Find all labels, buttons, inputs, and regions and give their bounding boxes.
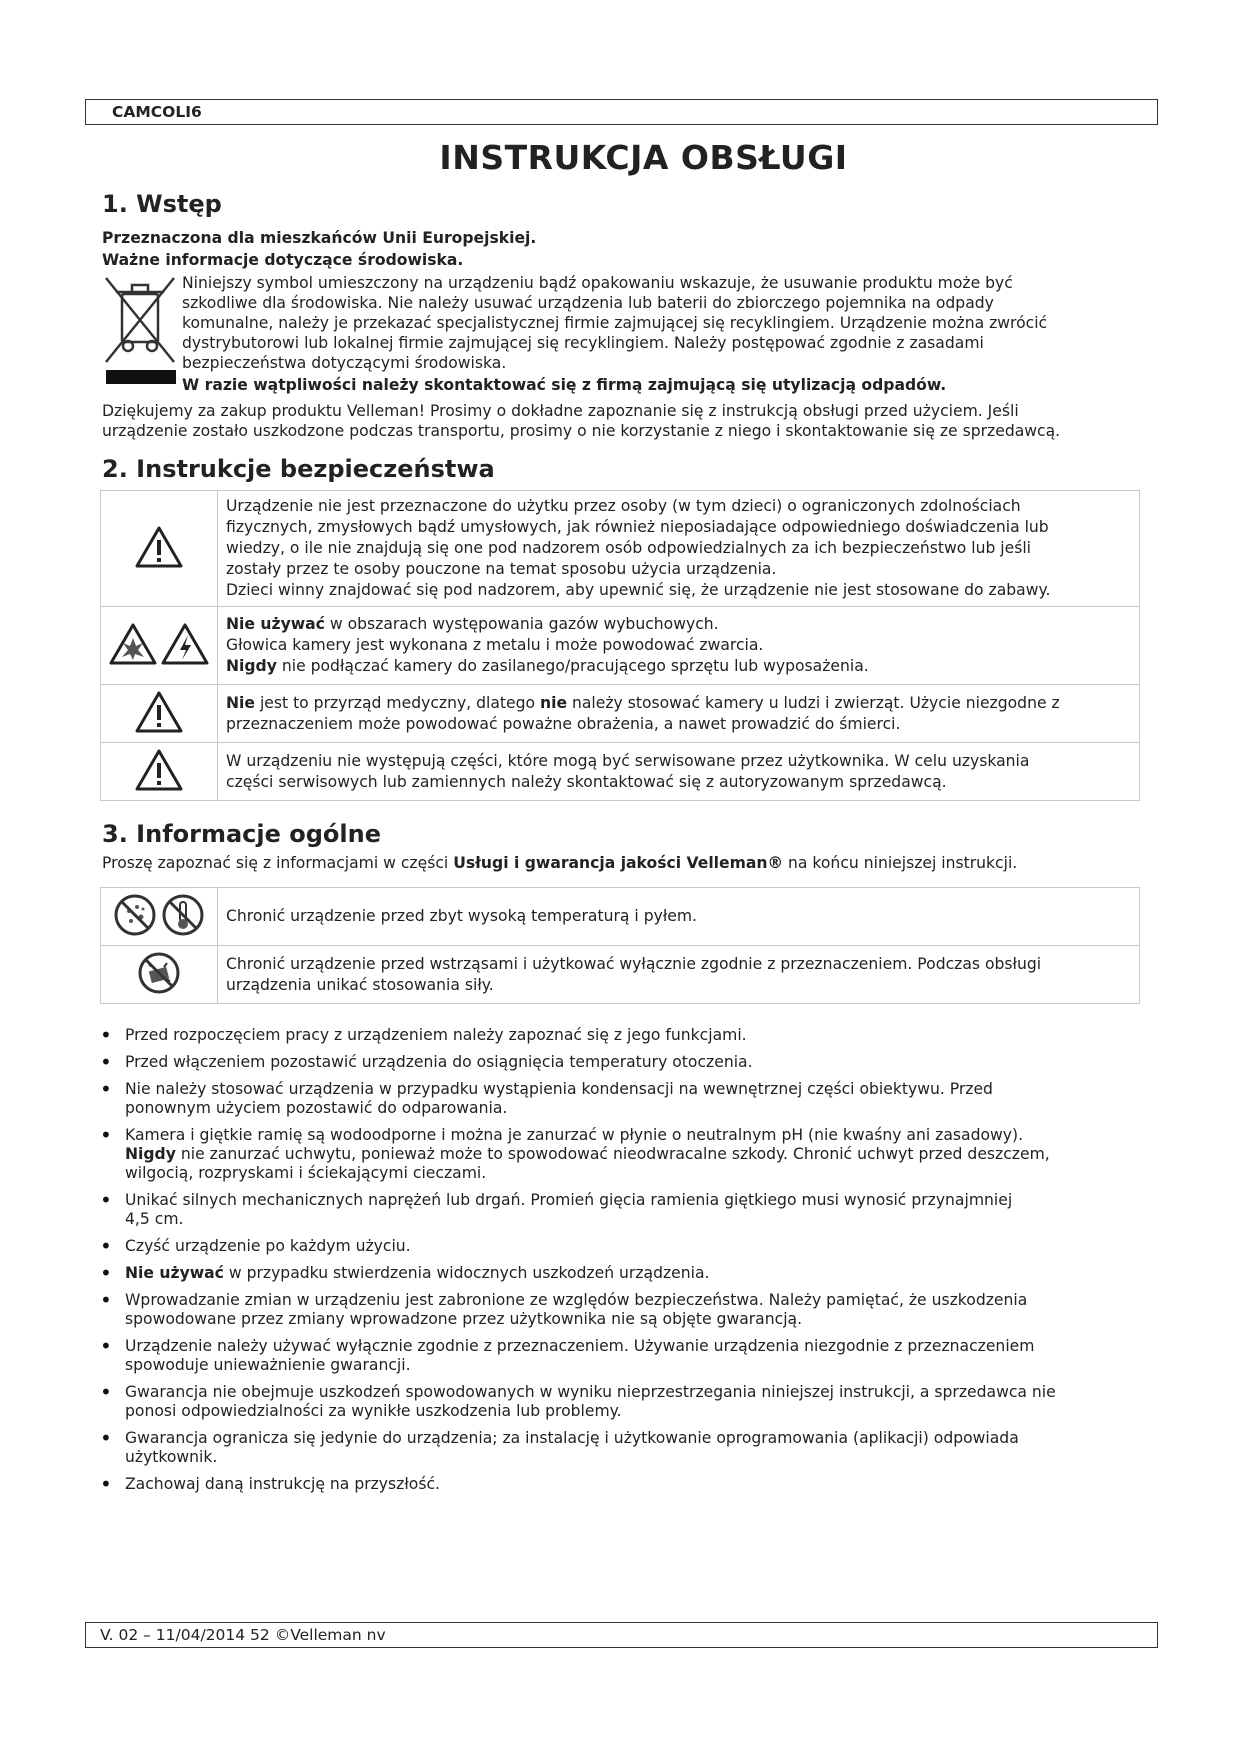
cell-line: urządzenia unikać stosowania siły.: [226, 975, 494, 994]
cell-line: Nie jest to przyrząd medyczny, dlatego nie należy stosować kamery u ludzi i zwierząt. Użycie niezgodne z: [226, 693, 1060, 712]
icon-cell: [101, 888, 218, 946]
safety-table: [100, 490, 1140, 801]
text-cell: [218, 491, 1140, 607]
model-name: CAMCOLI6: [112, 103, 202, 121]
no-heat-icon: [161, 893, 205, 941]
section-2-heading: 2. Instrukcje bezpieczeństwa: [102, 455, 495, 483]
cell-line: Chronić urządzenie przed wstrząsami i użytkować wyłącznie zgodnie z przeznaczeniem. Podczas obsługi: [226, 954, 1042, 973]
cell-line: wiedzy, o ile nie znajdują się one pod nadzorem osób odpowiedzialnych za ich bezpieczeństwo lub jeśli: [226, 539, 1032, 557]
safety-row: [101, 685, 1140, 743]
cell-line: W urządzeniu nie występują części, które mogą być serwisowane przez użytkownika. W celu uzyskania: [226, 751, 1030, 770]
general-row: [101, 888, 1140, 946]
cell-line: Głowica kamery jest wykonana z metalu i może powodować zwarcia.: [226, 636, 764, 654]
cell-line: Chronić urządzenie przed zbyt wysoką temperaturą i pyłem.: [226, 907, 697, 925]
list-item: • Gwarancja nie obejmuje uszkodzeń spowodowanych w wyniku nieprzestrzegania niniejszej instrukcji, a sprzedawca nie ponosi odpowiedzialności za wynikłe uszkodzenia lub problemy.: [100, 1383, 1140, 1421]
list-item: • Wprowadzanie zmian w urządzeniu jest zabronione ze względów bezpieczeństwa. Należy pamiętać, że uszkodzenia spowodowane przez zmiany wprowadzone przez użytkownika nie są objęte gwarancją.: [100, 1291, 1140, 1329]
icon-cell: [101, 491, 218, 607]
icon-cell: [101, 946, 218, 1004]
section-1-heading: 1. Wstęp: [102, 190, 222, 218]
cell-line: Dzieci winny znajdować się pod nadzorem, aby upewnić się, że urządzenie nie jest stosowane do zabawy.: [226, 581, 1051, 599]
safety-row: [101, 607, 1140, 685]
explosion-warning-icon: [109, 621, 157, 671]
cell-line: przeznaczeniem może powodować poważne obrażenia, a nawet prowadzić do śmierci.: [226, 714, 901, 733]
thanks-line: Dziękujemy za zakup produktu Velleman! Prosimy o dokładne zapoznanie się z instrukcją obsługi przed użyciem. Jeśli: [102, 402, 1019, 420]
no-shock-icon: [137, 951, 181, 999]
text-cell: [218, 685, 1140, 743]
icon-cell: [101, 685, 218, 743]
weee-notice: [182, 273, 1132, 395]
safety-row: [101, 491, 1140, 607]
footer-text: V. 02 – 11/04/2014 52 ©Velleman nv: [100, 1626, 386, 1644]
list-item: • Przed włączeniem pozostawić urządzenia do osiągnięcia temperatury otoczenia.: [100, 1053, 1140, 1072]
list-item: • Kamera i giętkie ramię są wodoodporne i można je zanurzać w płynie o neutralnym pH (nie kwaśny ani zasadowy). Nigdy nie zanurzać uchwytu, ponieważ może to spowodować nieodwracalne szkody. Chronić uchwyt przed deszczem, wilgocią, rozpryskami i ściekającymi cieczami.: [100, 1126, 1140, 1183]
cell-line: części serwisowych lub zamiennych należy skontaktować się z autoryzowanym sprzedawcą.: [226, 772, 947, 791]
env-heading: Ważne informacje dotyczące środowiska.: [102, 251, 464, 269]
warning-triangle-icon: [135, 689, 183, 739]
list-item: • Przed rozpoczęciem pracy z urządzeniem należy zapoznać się z jego funkcjami.: [100, 1026, 1140, 1045]
list-item: • Urządzenie należy używać wyłącznie zgodnie z przeznaczeniem. Używanie urządzenia niezgodnie z przeznaczeniem spowoduje unieważnienie gwarancji.: [100, 1337, 1140, 1375]
list-item: • Unikać silnych mechanicznych naprężeń lub drgań. Promień gięcia ramienia giętkiego musi wynosić przynajmniej 4,5 cm.: [100, 1191, 1140, 1229]
weee-line: bezpieczeństwa dotyczącymi środowiska.: [182, 354, 507, 372]
text-cell: [218, 607, 1140, 685]
section-3-heading: 3. Informacje ogólne: [102, 820, 381, 848]
text-cell: [218, 888, 1140, 946]
electric-shock-warning-icon: [161, 621, 209, 671]
general-row: [101, 946, 1140, 1004]
list-item: • Nie używać w przypadku stwierdzenia widocznych uszkodzeń urządzenia.: [100, 1264, 1140, 1283]
cell-line: Nie używać w obszarach występowania gazów wybuchowych.: [226, 615, 719, 633]
weee-line: szkodliwe dla środowiska. Nie należy usuwać urządzenia lub baterii do zbiorczego pojemnika na odpady: [182, 294, 994, 312]
cell-line: Nigdy nie podłączać kamery do zasilanego/pracującego sprzętu lub wyposażenia.: [226, 657, 869, 675]
weee-crossed-bin-icon: [102, 272, 178, 392]
warning-triangle-icon: [135, 524, 183, 574]
text-cell: [218, 946, 1140, 1004]
cell-line: Urządzenie nie jest przeznaczone do użytku przez osoby (w tym dzieci) o ograniczonych zdolnościach: [226, 497, 1021, 515]
cell-line: fizycznych, zmysłowych bądź umysłowych, jak również nieposiadające odpowiedniego doświadczenia lub: [226, 518, 1049, 536]
general-info-table: [100, 887, 1140, 1004]
icon-cell: [101, 743, 218, 801]
list-item: • Zachowaj daną instrukcję na przyszłość.: [100, 1475, 1140, 1494]
weee-bold-line: W razie wątpliwości należy skontaktować się z firmą zajmującą się utylizacją odpadów.: [182, 376, 947, 394]
list-item: • Czyść urządzenie po każdym użyciu.: [100, 1237, 1140, 1256]
footer-box: [85, 1622, 1158, 1648]
header-box: [85, 99, 1158, 125]
weee-line: dystrybutorowi lub lokalnej firmie zajmującej się recyklingiem. Należy postępować zgodnie z zasadami: [182, 334, 984, 352]
thanks-line: urządzenie zostało uszkodzone podczas transportu, prosimy o nie korzystanie z niego i skontaktowanie się ze sprzedawcą.: [102, 422, 1061, 440]
weee-line: Niniejszy symbol umieszczony na urządzeniu bądź opakowaniu wskazuje, że usuwanie produktu może być: [182, 274, 1013, 292]
weee-line: komunalne, należy je przekazać specjalistycznej firmie zajmującej się recyklingiem. Urządzenie można zwrócić: [182, 314, 1048, 332]
list-item: • Gwarancja ogranicza się jedynie do urządzenia; za instalację i użytkowanie oprogramowania (aplikacji) odpowiada użytkownik.: [100, 1429, 1140, 1467]
icon-cell: [101, 607, 218, 685]
cell-line: zostały przez te osoby pouczone na temat sposobu użycia urządzenia.: [226, 560, 777, 578]
section-3-intro: Proszę zapoznać się z informacjami w części Usługi i gwarancja jakości Velleman® na końcu niniejszej instrukcji.: [102, 854, 1018, 872]
page-title: INSTRUKCJA OBSŁUGI: [439, 138, 848, 177]
text-cell: [218, 743, 1140, 801]
list-item: • Nie należy stosować urządzenia w przypadku wystąpienia kondensacji na wewnętrznej części obiektywu. Przed ponownym użyciem pozostawić do odparowania.: [100, 1080, 1140, 1118]
bullet-list: [100, 1026, 1140, 1502]
safety-row: [101, 743, 1140, 801]
eu-line: Przeznaczona dla mieszkańców Unii Europejskiej.: [102, 229, 537, 247]
warning-triangle-icon: [135, 747, 183, 797]
no-dust-icon: [113, 893, 157, 941]
